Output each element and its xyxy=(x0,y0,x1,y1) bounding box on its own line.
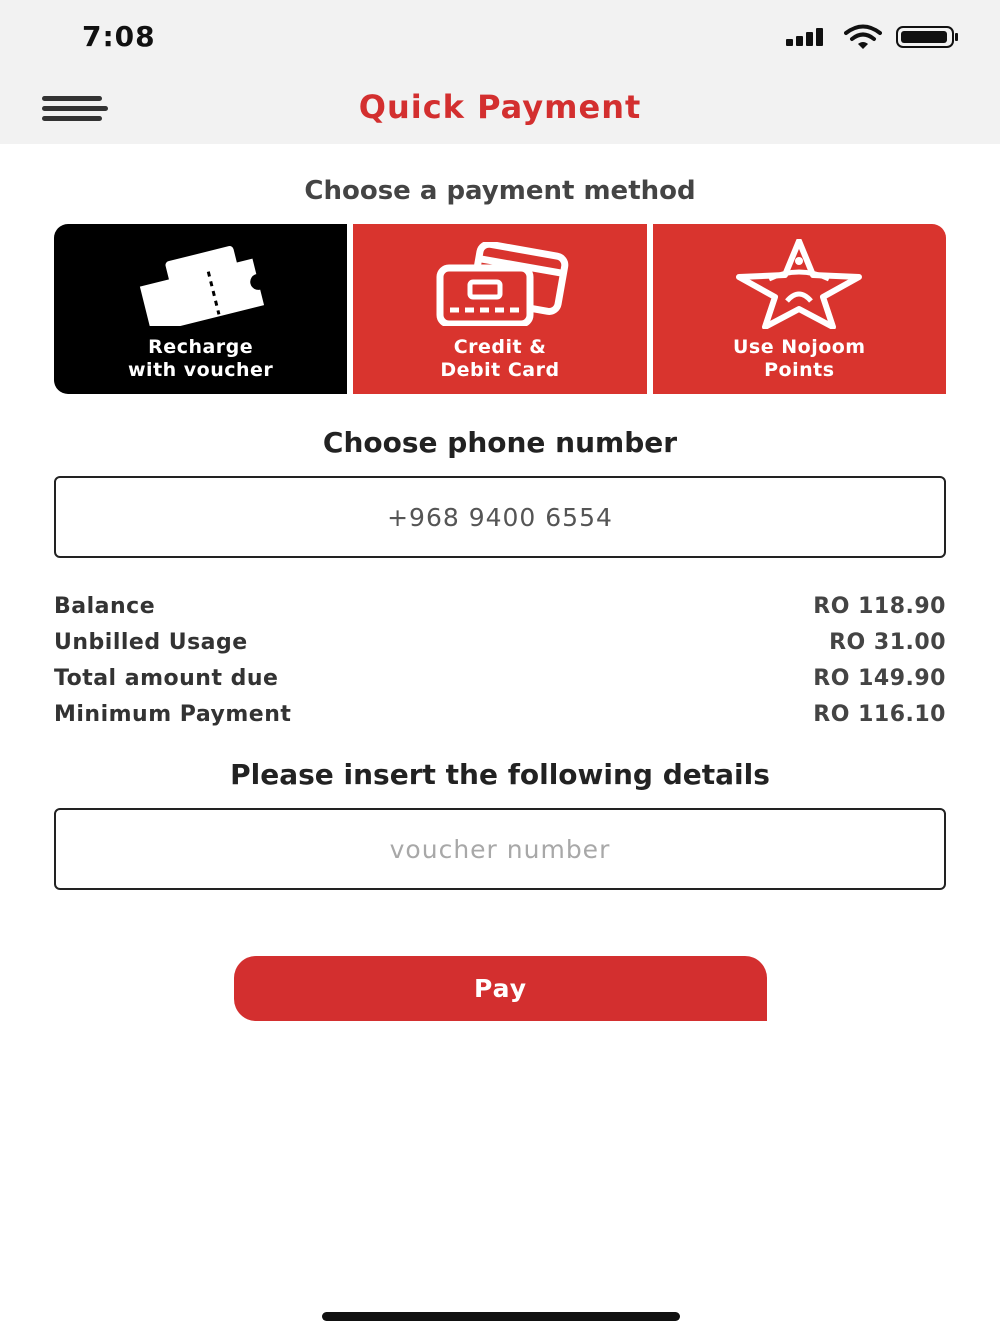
summary-row xyxy=(54,696,946,732)
phone-number-input[interactable] xyxy=(56,478,944,556)
summary-label: Minimum Payment xyxy=(54,701,292,727)
summary-value: RO 116.10 xyxy=(813,701,946,727)
voucher-ticket-icon xyxy=(131,238,271,330)
method-label: Credit & Debit Card xyxy=(440,336,560,381)
cellular-signal-icon xyxy=(786,27,830,47)
status-time: 7:08 xyxy=(82,20,156,53)
method-label: Use Nojoom Points xyxy=(733,336,866,381)
page-title: Quick Payment xyxy=(358,88,642,126)
pay-button[interactable]: Pay xyxy=(234,956,767,1021)
summary-value: RO 149.90 xyxy=(813,665,946,691)
method-credit-debit-card[interactable] xyxy=(353,224,646,394)
home-indicator xyxy=(322,1312,680,1321)
method-recharge-voucher[interactable] xyxy=(54,224,347,394)
status-bar xyxy=(0,0,1000,72)
phone-number-selector[interactable] xyxy=(54,476,946,558)
summary-label: Balance xyxy=(54,593,156,619)
status-icons xyxy=(786,24,960,50)
summary-label: Unbilled Usage xyxy=(54,629,248,655)
summary-row xyxy=(54,588,946,624)
summary-row xyxy=(54,660,946,696)
summary-row xyxy=(54,624,946,660)
voucher-number-input[interactable] xyxy=(56,810,944,888)
wifi-icon xyxy=(844,24,882,50)
phone-number-heading: Choose phone number xyxy=(322,426,678,459)
method-nojoom-points[interactable] xyxy=(653,224,946,394)
summary-value: RO 31.00 xyxy=(829,629,946,655)
summary-label: Total amount due xyxy=(54,665,279,691)
navigation-bar xyxy=(0,72,1000,144)
method-label: Recharge with voucher xyxy=(128,336,274,381)
nojoom-star-icon xyxy=(729,238,869,330)
payment-method-heading: Choose a payment method xyxy=(304,176,696,206)
summary-value: RO 118.90 xyxy=(813,593,946,619)
details-heading: Please insert the following details xyxy=(230,758,770,791)
payment-method-selector xyxy=(54,224,946,394)
credit-card-icon xyxy=(430,238,570,330)
battery-icon xyxy=(896,25,960,49)
account-summary xyxy=(54,588,946,732)
voucher-field[interactable] xyxy=(54,808,946,890)
